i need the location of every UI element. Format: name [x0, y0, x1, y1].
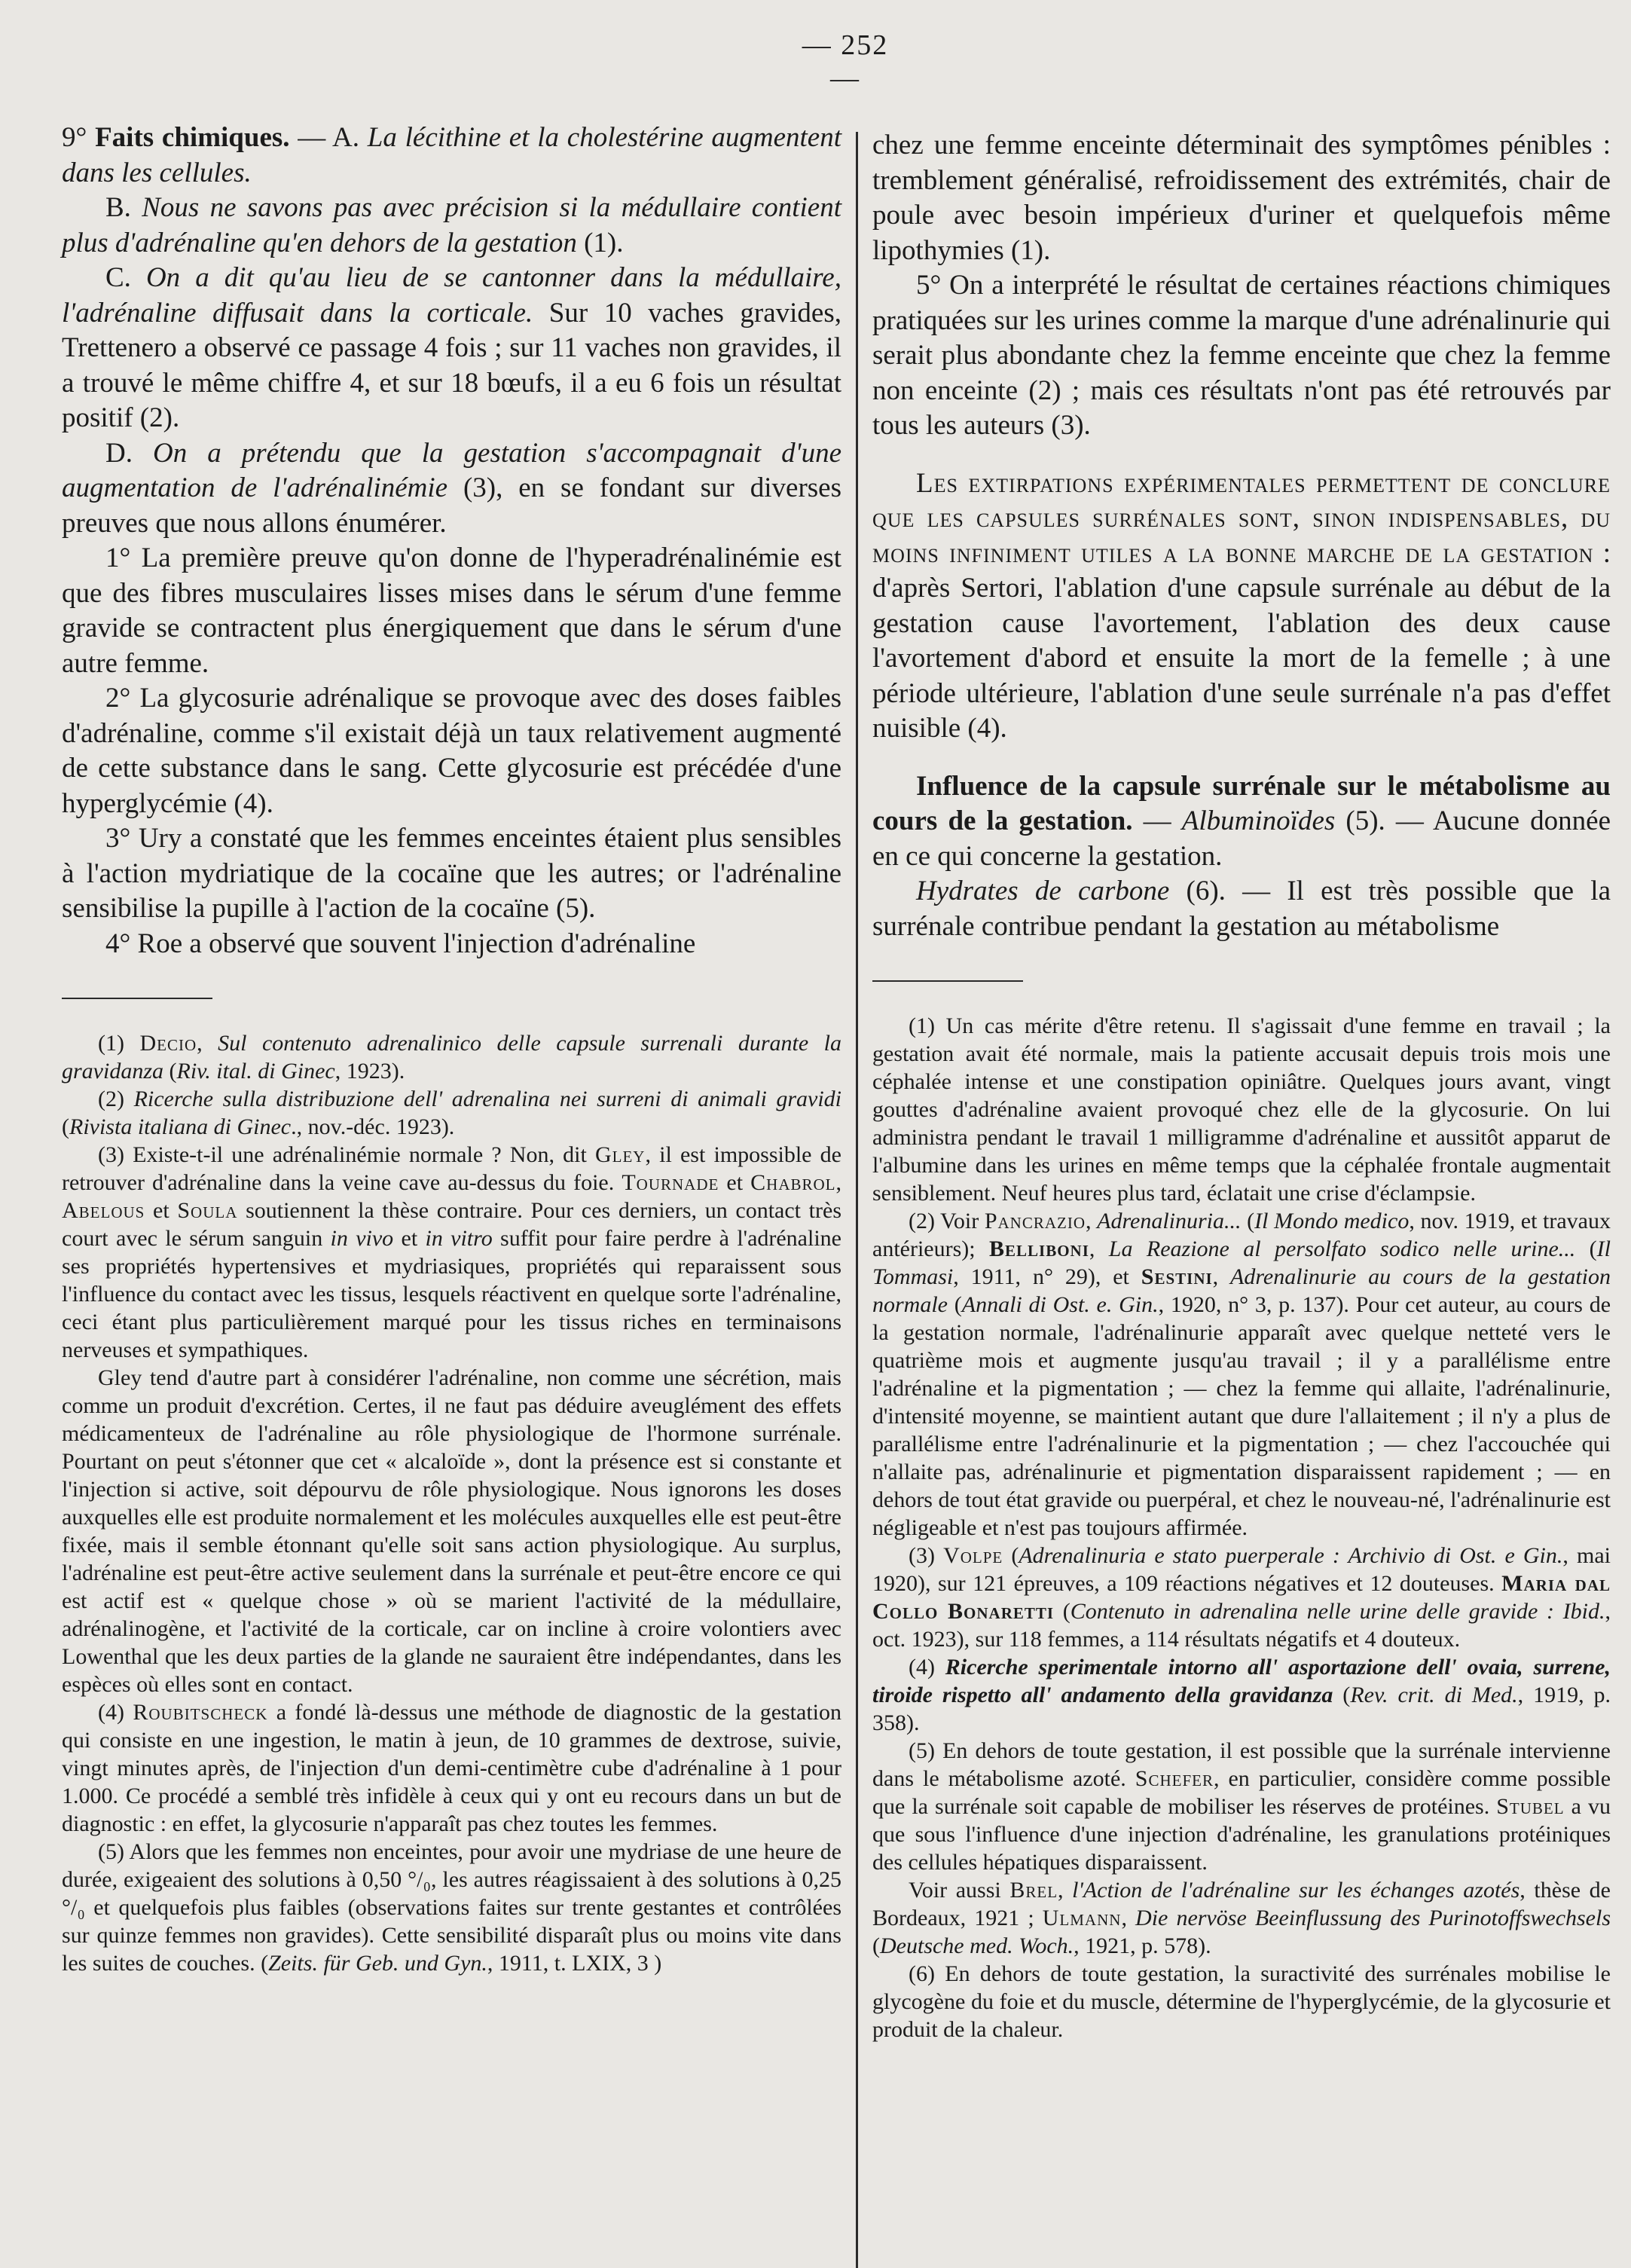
author-name: Decio: [139, 1031, 197, 1056]
paragraph-carbohydrates: [872, 874, 1611, 944]
text-span: (3), en se fondant sur diverses preuves que nous allons énumérer.: [62, 472, 842, 539]
text-span: Voir aussi: [909, 1878, 1010, 1903]
text-span: : d'après Sertori, l'ablation d'une capsule surrénale au début de la gestation cause l'avortement, l'ablation des deux cause l'avortement d'abord et ensuite la mort de la femelle ; à une période ultérieure, l'ablation d'une seule surrénale n'a pas d'effet nuisible (4).: [872, 537, 1611, 744]
author-name: Belliboni: [989, 1236, 1089, 1261]
left-body: [62, 121, 841, 961]
text-span: ,: [1089, 1236, 1109, 1261]
paragraph-proof-1: 1° La première preuve qu'on donne de l'hyperadrénalinémie est que des fibres musculaires lisses mises dans le sérum d'une femme gravide se contractent plus énergiquement que dans le sérum d'une autre femme.: [62, 543, 841, 679]
paragraph-b: [62, 191, 841, 261]
text-span: Annali di Ost. e. Gin.: [961, 1292, 1159, 1317]
text-span: Rev. crit. di Med.: [1350, 1683, 1518, 1707]
left-column: [62, 121, 841, 1977]
text-span: ,: [1058, 1878, 1073, 1903]
text-span: Deutsche med. Woch.: [880, 1933, 1074, 1958]
text-span: ., nov.-déc. 1923).: [291, 1114, 455, 1139]
text-span: (1): [98, 1031, 140, 1056]
footnote-3: [872, 1542, 1611, 1653]
author-name: Tournade: [622, 1170, 719, 1195]
footnote-4: [62, 1698, 841, 1838]
author-name: Gley: [594, 1142, 646, 1167]
text-span: On a dit qu'au lieu de se cantonner dans la médullaire, l'adrénaline diffusait dans la corticale.: [62, 262, 841, 329]
text-span: (5) Alors que les femmes non enceintes, pour avoir une mydriase de une heure de durée, exigeaient des solutions à 0,50 °/₀, les autres réagissaient à des solutions à 0,25 °/₀ et quelquefois plus faibles (observations faites sur trente gestantes et contrôlées sur quinze femmes non gravides). Cette sensibilité disparaît plus ou moins vite dans les suites de couches. (: [62, 1839, 841, 1976]
text-span: , il est impossible de retrouver d'adrénaline dans la veine cave au-dessus du foie.: [62, 1142, 841, 1195]
text-span: Die nervöse Beeinflussung des Purinotoffswechsels: [1135, 1906, 1611, 1930]
paragraph-metabolism: [872, 769, 1611, 875]
paragraph-extirpations: [872, 466, 1611, 747]
text-span: (2) Voir: [909, 1209, 985, 1233]
paragraph-proof-5: 5° On a interprété le résultat de certaines réactions chimiques pratiquées sur les urines comme la marque d'une adrénalinurie qui serait plus abondante chez la femme enceinte que chez la femme non enceinte (2) ; mais ces résultats n'ont pas été retrouvés par tous les auteurs (3).: [872, 270, 1611, 441]
right-body: [872, 128, 1611, 944]
author-name: Stubel: [1496, 1794, 1565, 1819]
text-span: , en particulier, considère comme possible que la surrénale soit capable de mobiliser les réserves de protéines.: [872, 1766, 1611, 1819]
text-span: in vitro: [425, 1226, 493, 1251]
author-name: Roubitscheck: [133, 1700, 268, 1725]
text-span: C.: [105, 262, 146, 293]
text-span: Il Tommasi: [872, 1236, 1611, 1289]
text-span: La Reazione al persolfato sodico nelle urine...: [1108, 1236, 1576, 1261]
text-span: On a prétendu que la gestation s'accompagnait d'une augmentation de l'adrénalinémie: [62, 437, 841, 503]
text-span: (: [163, 1059, 177, 1084]
text-span: (2): [98, 1087, 134, 1111]
footnote-2: [62, 1085, 841, 1141]
text-span: Ricerche sperimentale intorno all' asportazione dell' ovaia, surrene, tiroide rispetto all' andamento della gravidanza: [872, 1655, 1611, 1707]
footnote-5: [62, 1838, 841, 1977]
text-span: (5) En dehors de toute gestation, il est possible que la surrénale intervienne dans le métabolisme azoté.: [872, 1738, 1611, 1791]
text-span: et: [393, 1226, 426, 1251]
text-span: (: [62, 1114, 69, 1139]
text-span: a fondé là-dessus une méthode de diagnostic de la gestation qui consiste en une ingestion, le matin à jeun, de 10 grammes de dextrose, suivie, vingt minutes après, de l'injection d'un demi-centimètre cube d'adrénaline à 1 pour 1.000. Ce procédé a semblé très infidèle à ceux qui y ont eu recours dans un but de diagnostic : en effet, la glycosurie n'apparaît pas chez toutes les femmes.: [62, 1700, 842, 1836]
footnote-4: [872, 1653, 1611, 1737]
text-span: D.: [105, 437, 153, 469]
text-span: , 1911, n° 29), et: [953, 1264, 1141, 1289]
text-span: Contenuto in adrenalina nelle urine delle gravide : Ibid.: [1070, 1599, 1605, 1624]
author-name: Schefer: [1135, 1766, 1214, 1791]
section-heading: Influence de la capsule surrénale sur le métabolisme au cours de la gestation.: [872, 770, 1611, 836]
paragraph-c: [62, 261, 841, 436]
text-span: ,: [1086, 1209, 1098, 1233]
author-name: Soula: [177, 1198, 238, 1223]
text-span: (3): [909, 1543, 944, 1568]
paragraph-chemical-facts: [62, 121, 841, 191]
text-span: —: [1132, 805, 1182, 836]
author-name: Pancrazio: [984, 1209, 1086, 1233]
page-number: — 252 —: [802, 29, 889, 94]
text-span: Sur 10 vaches gravides, Trettenero a observé ce passage 4 fois ; sur 11 vaches non gravides, il a trouvé le même chiffre 4, et sur 18 bœufs, il a eu 6 fois un résultat positif (2).: [62, 297, 841, 433]
footnote-2: [872, 1207, 1611, 1542]
footnote-1: (1) Un cas mérite d'être retenu. Il s'agissait d'une femme en travail ; la gestation avait été normale, mais la patiente accusait depuis trois mois une céphalée intense et une constipation opiniâtre. Quelques jours avant, vingt gouttes d'adrénaline avaient provoqué chez elle de la glycosurie. On lui administra pendant le travail 1 milligramme d'adrénaline et aussitôt apparut de l'albumine dans les urines en même temps que la céphalée frontale augmentait sensiblement. Neuf heures plus tard, éclatait une crise d'éclampsie.: [872, 1013, 1611, 1206]
paragraph-continued: chez une femme enceinte déterminait des symptômes pénibles : tremblement généralisé, refroidissement des extrémités, chair de poule avec besoin impérieux d'uriner et quelquefois même lipothymies (1).: [872, 130, 1611, 266]
text-span: (3) Existe-t-il une adrénalinémie normale ? Non, dit: [98, 1142, 595, 1167]
text-span: (: [1575, 1236, 1597, 1261]
text-span: (1).: [576, 227, 624, 258]
text-span: Adrenalinurie au cours de la gestation normale: [872, 1264, 1611, 1317]
text-span: , oct. 1923), sur 118 femmes, a 114 résultats négatifs et 4 douteux.: [872, 1599, 1611, 1652]
author-name: Ulmann: [1042, 1906, 1122, 1930]
text-span: (5). — Aucune donnée en ce qui concerne la gestation.: [872, 805, 1611, 872]
text-span: Albuminoïdes: [1181, 805, 1336, 836]
text-span: ,: [1121, 1906, 1136, 1930]
text-span: in vivo: [330, 1226, 394, 1251]
footnote-5-continued: [872, 1876, 1611, 1960]
footnote-5: [872, 1737, 1611, 1876]
text-span: , 1923).: [334, 1059, 405, 1084]
text-span: — A.: [289, 122, 368, 153]
author-name: Sestini: [1141, 1264, 1213, 1289]
text-span: , 1911, t. LXIX, 3 ): [487, 1951, 662, 1976]
text-span: (: [1241, 1209, 1255, 1233]
lead-in-small-caps: Les extirpations expérimentales permettent de conclure que les capsules surrénales sont, sinon indispensables, du moins infiniment utiles a la bonne marche de la gestation: [872, 467, 1611, 569]
text-span: Riv. ital. di Ginec: [176, 1059, 335, 1084]
text-span: , 1920, n° 3, p. 137). Pour cet auteur, au cours de la gestation normale, l'adrénalinurie apparaît avec quelque netteté vers le quatrième mois et augmente jusqu'au travail ; il y a parallélisme entre l'adrénaline et la pigmentation ; — chez la femme qui allaite, l'adrénalinurie, d'intensité moyenne, se maintient autant que dure l'allaitement ; il n'y a plus de parallélisme entre l'adrénalinurie et la pigmentation ; — chez l'accouchée qui n'allaite pas, adrénalinurie et pigmentation disparaissent rapidement ; — en dehors de tout état gravide ou puerpéral, et chez le nouveau-né, l'adrénalinurie est négligeable et n'est pas toujours affirmée.: [872, 1292, 1611, 1540]
text-span: (: [1054, 1599, 1071, 1624]
right-footnotes: [872, 1012, 1611, 2043]
column-divider: [856, 132, 858, 2268]
paragraph-proof-3: 3° Ury a constaté que les femmes enceintes étaient plus sensibles à l'action mydriatique de la cocaïne que les autres; or l'adrénaline sensibilise la pupille à l'action de la cocaïne (5).: [62, 823, 841, 924]
section-number: 9°: [62, 122, 87, 153]
text-span: (6). — Il est très possible que la surrénale contribue pendant la gestation au métabolisme: [872, 876, 1611, 942]
text-span: (: [872, 1933, 880, 1958]
left-footnotes: [62, 1029, 841, 1977]
text-span: soutiennent la thèse contraire. Pour ces derniers, un contact très court avec le sérum sanguin: [62, 1198, 841, 1251]
text-span: Il Mondo medico: [1254, 1209, 1410, 1233]
text-span: Ricerche sulla distribuzione dell' adrenalina nei surreni di animali gravidi: [133, 1087, 842, 1111]
right-column: [872, 128, 1611, 2043]
text-span: (: [948, 1292, 962, 1317]
text-span: La lécithine et la cholestérine augmentent dans les cellules.: [62, 122, 841, 188]
text-span: B.: [105, 192, 142, 223]
text-span: , 1919, p. 358).: [872, 1683, 1611, 1735]
paragraph-proof-2: 2° La glycosurie adrénalique se provoque avec des doses faibles d'adrénaline, comme s'il existait déjà un taux relativement augmenté de cette substance dans le sang. Cette glycosurie est précédée d'une hyperglycémie (4).: [62, 683, 841, 819]
text-span: et: [719, 1170, 751, 1195]
text-span: ,: [197, 1031, 218, 1056]
paragraph-d: [62, 436, 841, 542]
text-span: Adrenalinuria e stato puerperale : Archivio di Ost. e Gin.: [1019, 1543, 1563, 1568]
footnote-3-continued: Gley tend d'autre part à considérer l'adrénaline, non comme une sécrétion, mais comme un produit d'excrétion. Certes, il ne faut pas déduire aveuglément des effets médicamenteux de l'adrénaline au rôle physiologique de l'hormone surrénale. Pourtant on peut s'étonner que cet « alcaloïde », dont la présence est si constante et l'injection si active, soit dépourvu de rôle physiologique. Nous ignorons les doses auxquelles elle est produite normalement et les molécules auxquelles elle est peut-être fixée, mais il semble étonnant qu'elle soit sans action physiologique. Au surplus, l'adrénaline est peut-être active seulement dans la surrénale et peut-être encore ce qui est actif est « quelque chose » où se marient l'activité de la médullaire, adrénalinogène, et l'activité de la corticale, car on incline à croire volontiers avec Lowenthal que les deux parties de la glande ne sauraient être indépendantes, dans les espèces où elles sont en contact.: [62, 1365, 841, 1697]
author-name: Volpe: [943, 1543, 1003, 1568]
text-span: ,: [1212, 1264, 1231, 1289]
text-span: l'Action de l'adrénaline sur les échanges azotés: [1072, 1878, 1520, 1903]
text-span: , mai 1920), sur 121 épreuves, a 109 réactions négatives et 12 douteuses.: [872, 1543, 1611, 1596]
text-span: et: [145, 1198, 178, 1223]
author-name: Brel: [1009, 1878, 1058, 1903]
footnote-6: (6) En dehors de toute gestation, la suractivité des surrénales mobilise le glycogène du foie et du muscle, détermine de l'hyperglycémie, de la glycosurie et produit de la chaleur.: [872, 1961, 1611, 2042]
footnote-1: [62, 1029, 841, 1085]
paragraph-proof-4: 4° Roe a observé que souvent l'injection d'adrénaline: [105, 928, 696, 959]
text-span: Hydrates de carbone: [916, 876, 1170, 906]
text-span: Sul contenuto adrenalinico delle capsule surrenali durante la gravidanza: [62, 1031, 841, 1084]
text-span: , 1921, p. 578).: [1074, 1933, 1211, 1958]
text-span: (: [1003, 1543, 1019, 1568]
text-span: (4): [98, 1700, 133, 1725]
author-name: Maria dal Collo Bonaretti: [872, 1571, 1611, 1624]
text-span: a vu que sous l'influence d'une injection d'adrénaline, les granulations protéiniques des cellules hépatiques disparaissent.: [872, 1794, 1611, 1875]
section-heading: Faits chimiques.: [95, 122, 290, 153]
text-span: Nous ne savons pas avec précision si la médullaire contient plus d'adrénaline qu'en dehors de la gestation: [62, 192, 841, 258]
author-name: Abelous: [62, 1198, 145, 1223]
text-span: (: [1333, 1683, 1351, 1707]
author-name: Chabrol: [750, 1170, 836, 1195]
text-span: , thèse de Bordeaux, 1921 ;: [872, 1878, 1611, 1930]
text-span: ,: [835, 1170, 841, 1195]
text-span: (4): [909, 1655, 945, 1680]
text-span: Rivista italiana di Ginec: [69, 1114, 292, 1139]
footnote-rule: [872, 980, 1023, 982]
text-span: suffit pour faire perdre à l'adrénaline ses propriétés hypertensives et mydriasiques, propriétés qui reparaissent sous l'influence du contact avec les tissus, lesquels réactivent en quelque sorte l'adrénaline, ceci étant plus particulièrement marqué pour les tissus riches en terminaisons nerveuses et sympathiques.: [62, 1226, 841, 1362]
text-span: , nov. 1919, et travaux antérieurs);: [872, 1209, 1611, 1261]
text-span: Adrenalinuria...: [1097, 1209, 1242, 1233]
footnote-rule: [62, 998, 212, 999]
text-span: Zeits. für Geb. und Gyn.: [268, 1951, 487, 1976]
footnote-3: [62, 1141, 841, 1364]
